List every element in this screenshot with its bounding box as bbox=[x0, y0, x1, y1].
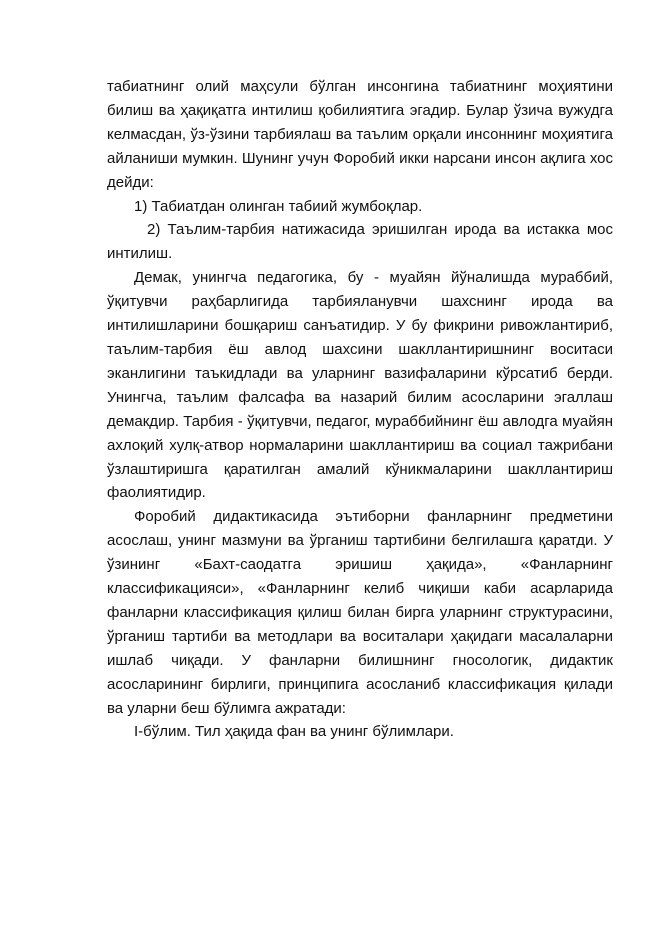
paragraph-6: I-бўлим. Тил ҳақида фан ва унинг бўлимлари. bbox=[134, 723, 454, 741]
paragraph-2: 1) Табиатдан олинган табиий жумбоқлар. bbox=[134, 197, 423, 215]
document-body bbox=[107, 75, 613, 744]
paragraph-5: Форобий дидактикасида эътиборни фанларнинг предметини асослаш, унинг мазмуни ва ўрганиш тартибини белгилашга қаратди. У ўзининг «Бахт-саодатга эришиш ҳақида», «Фанларнинг классификацияси», «Фанларнинг келиб чиқиши каби асарларида фанларни классификация қилиш билан бирга уларнинг структурасини, ўрганиш тартиби ва методлари ва воситалари ҳақидаги масалаларни ишлаб чиқади. У фанларни билишнинг гносологик, дидактик асосларининг бирлиги, принципига асосланиб классификация қилади ва уларни беш бўлимга ажратади: bbox=[107, 508, 613, 717]
paragraph-4: Демак, унингча педагогика, бу - муайян йўналишда мураббий, ўқитувчи раҳбарлигида тарбияланувчи шахснинг ирода ва интилишларини бошқариш санъатидир. У бу фикрини ривожлантириб, таълим-тарбия ёш авлод шахсини шакллантиришнинг воситаси эканлигини таъкидлади ва уларнинг вазифаларини кўрсатиб берди. Унингча, таълим фалсафа ва назарий билим асосларини эгаллаш демакдир. Тарбия - ўқитувчи, педагог, мураббийнинг ёш авлодга муайян ахлоқий хулқ-атвор нормаларини шакллантириш ва социал тажрибани ўзлаштиришга қаратилган амалий кўникмаларини шакллантириш фаолиятидир. bbox=[107, 269, 613, 502]
paragraph-3: 2) Таълим-тарбия натижасида эришилган ирода ва истакка мос интилиш. bbox=[107, 221, 613, 263]
paragraph-1: табиатнинг олий маҳсули бўлган инсонгина табиатнинг моҳиятини билиш ва ҳақиқатга интилиш қобилиятига эгадир. Булар ўзича вужудга келмасдан, ўз-ўзини тарбиялаш ва таълим орқали инсоннинг моҳиятига айланиши мумкин. Шунинг учун Форобий икки нарсани инсон ақлига хос дейди: bbox=[107, 78, 613, 191]
